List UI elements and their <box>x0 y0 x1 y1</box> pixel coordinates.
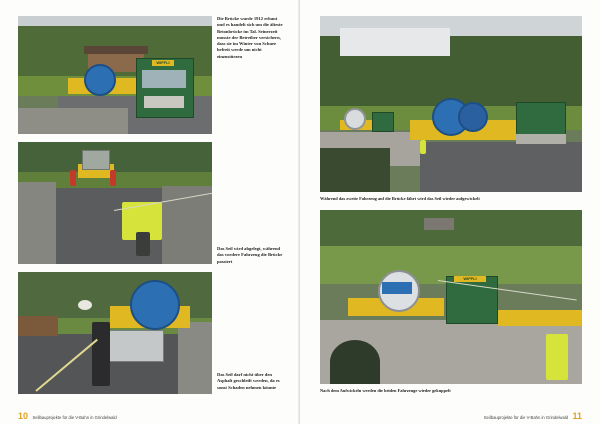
truck-bumper <box>516 134 566 144</box>
photo-vehicles-coupled <box>320 210 582 384</box>
page-number-right: 11 <box>572 411 582 421</box>
photo-worker-laying-rope <box>18 142 212 264</box>
snowy-mountain <box>340 28 450 56</box>
worker-hat <box>78 300 92 310</box>
left-folio <box>18 406 117 424</box>
trailer-front <box>108 330 164 362</box>
truck-logo-right: WIFFLI <box>454 276 486 282</box>
truck-grille <box>144 96 184 108</box>
spool-drum-band <box>382 282 412 294</box>
right-page <box>300 0 600 424</box>
page-number-left: 10 <box>18 411 29 421</box>
caption-bridge-history: Die Brücke wurde 1912 erbaut und es handelt sich um die älteste Betonbrücke im Tal. Seinerzeit musste der Betreiber versichern, dass sie im Winter von Schnee befreit werde um nicht einzustürzen <box>217 16 283 59</box>
truck-windshield <box>142 70 186 88</box>
bridge-arch <box>330 340 380 384</box>
truck-logo: WIFFLI <box>152 60 174 66</box>
photo-truck-on-bridge <box>18 16 212 134</box>
running-title-left: Seilbauprojekte für die V-Bahn in Grindelwald <box>32 415 117 420</box>
photo-vehicles-approaching-bridge <box>320 16 582 192</box>
caption-rope-asphalt: Das Seil darf nicht über den Asphalt geschleift werden, da es sonst Schaden nehmen könnte <box>217 372 280 390</box>
caption-rope-rewound: Während das zweite Fahrzeug auf die Brücke fährt wird das Seil wieder aufgewickelt <box>320 196 480 201</box>
running-title-right: Seilbauprojekte für die V-Bahn in Grindelwald <box>483 415 569 420</box>
caption-vehicles-coupled: Nach dem Aufwickeln werden die beiden Fahrzeuge wieder gekuppelt <box>320 388 451 393</box>
river-bank <box>320 148 390 192</box>
photo-spool-trailer <box>18 272 212 394</box>
caption-rope-laid: Das Seil wird abgelegt, während das vordere Fahrzeug die Brücke passiert <box>217 246 283 264</box>
right-folio <box>484 406 582 424</box>
fence <box>18 316 58 336</box>
